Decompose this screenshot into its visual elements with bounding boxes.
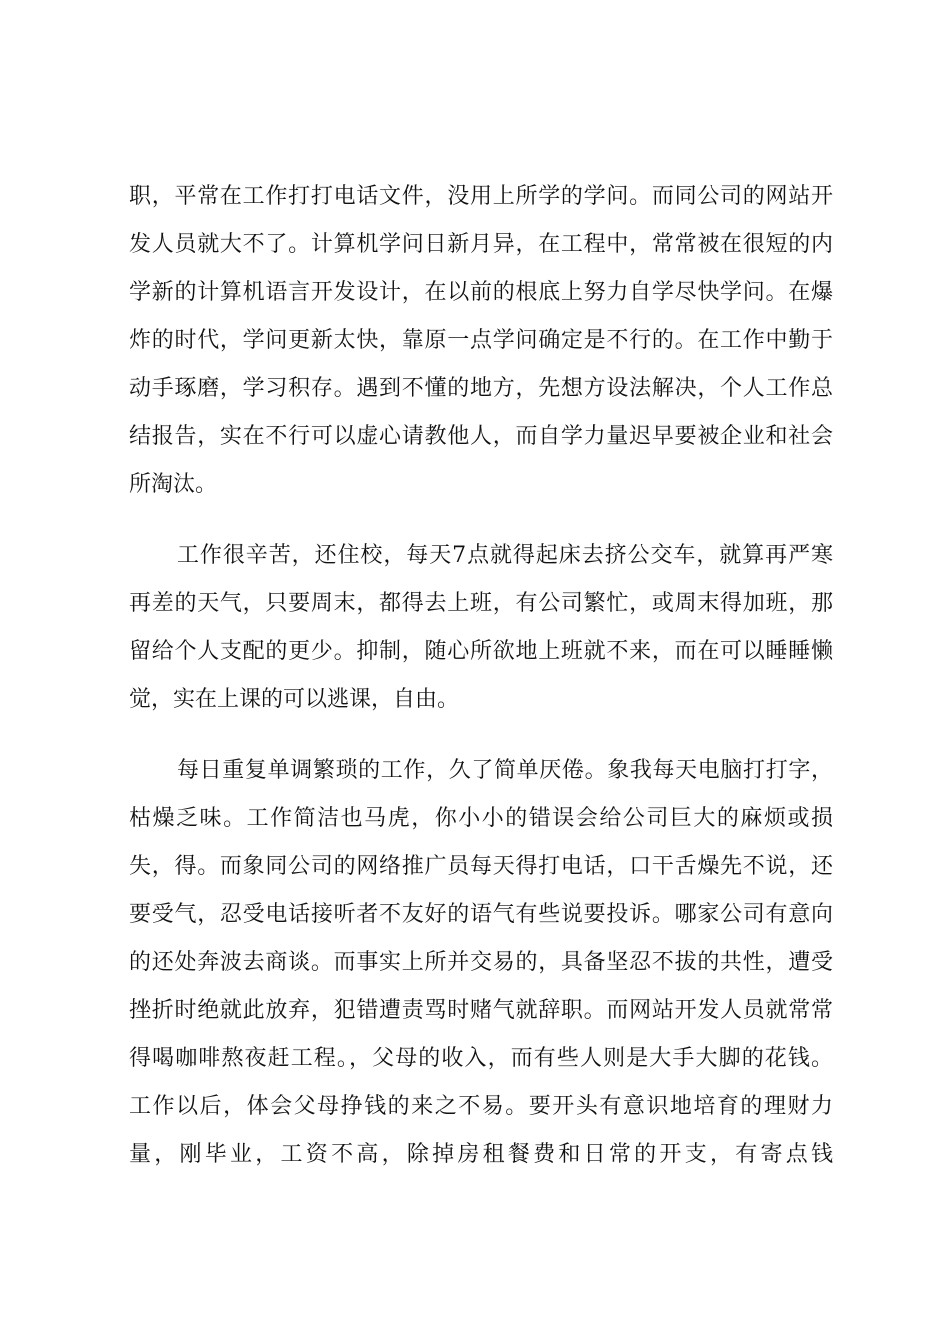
paragraph-1-line-5 bbox=[0, 369, 950, 409]
text-line: 炸的时代，学问更新太快，靠原一点学问确定是不行的。在工作中勤于 bbox=[129, 328, 834, 353]
paragraph-3-line-4 bbox=[0, 895, 950, 935]
paragraph-3-line-7 bbox=[0, 1039, 950, 1079]
text-line: 动手琢磨，学习积存。遇到不懂的地方，先想方设法解决，个人工作总 bbox=[129, 376, 834, 401]
text-line: 所淘汰。 bbox=[129, 472, 218, 497]
text-line: 得喝咖啡熬夜赶工程。，父母的收入，而有些人则是大手大脚的花钱。 bbox=[129, 1046, 835, 1071]
paragraph-1-line-1 bbox=[0, 177, 950, 217]
paragraph-3-line-6 bbox=[0, 991, 950, 1031]
paragraph-1-line-7 bbox=[0, 465, 950, 505]
text-line: 每日重复单调繁琐的工作，久了简单厌倦。象我每天电脑打打字， bbox=[177, 758, 834, 783]
paragraph-3-line-2 bbox=[0, 799, 950, 839]
paragraph-3-line-8 bbox=[0, 1087, 950, 1127]
text-line: 工作很辛苦，还住校，每天7点就得起床去挤公交车，就算再严寒 bbox=[177, 543, 834, 568]
paragraph-1-line-2 bbox=[0, 225, 950, 265]
paragraph-3-line-1 bbox=[0, 751, 950, 791]
paragraph-2-line-3 bbox=[0, 632, 950, 672]
paragraph-2-line-2 bbox=[0, 584, 950, 624]
paragraph-1-line-3 bbox=[0, 273, 950, 313]
text-line: 挫折时绝就此放弃，犯错遭责骂时赌气就辞职。而网站开发人员就常常 bbox=[129, 998, 834, 1023]
text-line: 枯燥乏味。工作简洁也马虎，你小小的错误会给公司巨大的麻烦或损 bbox=[129, 806, 835, 831]
text-line: 再差的天气，只要周末，都得去上班，有公司繁忙，或周末得加班，那 bbox=[129, 591, 834, 616]
text-line: 的还处奔波去商谈。而事实上所并交易的，具备坚忍不拔的共性，遭受 bbox=[129, 950, 834, 975]
text-line: 觉，实在上课的可以逃课，自由。 bbox=[129, 687, 460, 712]
paragraph-1-line-4 bbox=[0, 321, 950, 361]
paragraph-3-line-5 bbox=[0, 943, 950, 983]
text-line: 失，得。而象同公司的网络推广员每天得打电话，口干舌燥先不说，还 bbox=[129, 854, 834, 879]
text-line: 职，平常在工作打打电话文件，没用上所学的学问。而同公司的网站开 bbox=[129, 184, 834, 209]
text-line: 结报告，实在不行可以虚心请教他人，而自学力量迟早要被企业和社会 bbox=[129, 424, 834, 449]
text-line: 要受气，忍受电话接听者不友好的语气有些说要投诉。哪家公司有意向 bbox=[129, 902, 834, 927]
text-line: 留给个人支配的更少。抑制，随心所欲地上班就不来，而在可以睡睡懒 bbox=[129, 639, 834, 664]
text-line: 发人员就大不了。计算机学问日新月异，在工程中，常常被在很短的内 bbox=[129, 232, 834, 257]
text-line: 量，刚毕业，工资不高，除掉房租餐费和日常的开支，有寄点钱 bbox=[129, 1142, 837, 1167]
paragraph-3-line-3 bbox=[0, 847, 950, 887]
paragraph-1-line-6 bbox=[0, 417, 950, 457]
text-line: 学新的计算机语言开发设计，在以前的根底上努力自学尽快学问。在爆 bbox=[129, 280, 834, 305]
paragraph-2-line-4 bbox=[0, 680, 950, 720]
paragraph-3-line-9 bbox=[0, 1135, 950, 1175]
paragraph-2-line-1 bbox=[0, 536, 950, 576]
text-line: 工作以后，体会父母挣钱的来之不易。要开头有意识地培育的理财力 bbox=[129, 1094, 835, 1119]
